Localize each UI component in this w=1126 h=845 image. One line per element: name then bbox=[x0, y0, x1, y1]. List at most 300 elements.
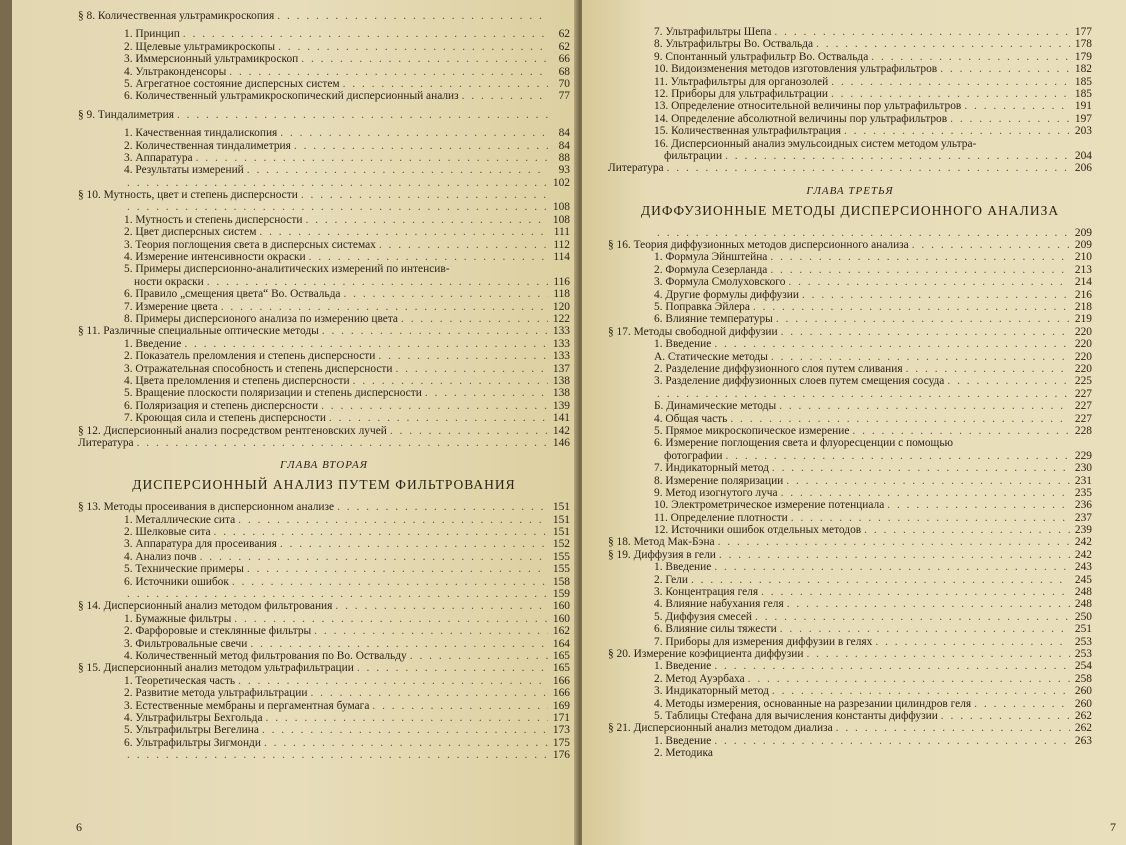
toc-page-number: 118 bbox=[553, 288, 570, 301]
toc-entry-title: 3. Отражательная способность и степень дисперсности bbox=[124, 362, 393, 375]
leader-dots bbox=[226, 66, 548, 78]
leader-dots bbox=[244, 563, 548, 575]
toc-page-number: 164 bbox=[552, 637, 570, 650]
toc-entry-title: § 9. Тиндалиметрия bbox=[78, 108, 174, 121]
toc-page-number: 191 bbox=[1074, 100, 1092, 113]
leader-dots bbox=[688, 574, 1070, 586]
toc-section bbox=[608, 536, 1092, 548]
toc-page-number: 235 bbox=[1074, 486, 1092, 499]
leader-dots bbox=[274, 10, 548, 22]
leader-dots bbox=[745, 673, 1070, 685]
leader-dots bbox=[776, 400, 1070, 412]
toc-entry bbox=[608, 710, 1092, 722]
toc-entry-title: 4. Влияние набухания геля bbox=[654, 598, 784, 611]
toc-entry-title: 1. Введение bbox=[654, 734, 712, 747]
toc-page-number: 237 bbox=[1074, 511, 1092, 524]
toc-page-number: 248 bbox=[1074, 598, 1092, 611]
toc-entry-title: Литература bbox=[608, 162, 664, 175]
toc-entry-title: 15. Количественная ультрафильтрация bbox=[654, 125, 841, 138]
leader-dots bbox=[947, 113, 1070, 125]
toc-entry bbox=[78, 90, 570, 102]
leader-dots bbox=[750, 301, 1070, 313]
toc-entry bbox=[78, 140, 570, 152]
toc-section bbox=[608, 239, 1092, 251]
leader-dots bbox=[773, 313, 1070, 325]
chapter-label: ГЛАВА ТРЕТЬЯ bbox=[806, 184, 894, 197]
chapter-title: ДИСПЕРСИОННЫЙ АНАЛИЗ ПУТЕМ ФИЛЬТРОВАНИЯ bbox=[132, 477, 516, 493]
toc-page-number: 178 bbox=[1074, 38, 1092, 51]
leader-dots bbox=[903, 363, 1070, 375]
toc-page-number: 155 bbox=[552, 563, 570, 576]
toc-entry bbox=[78, 724, 570, 736]
leader-dots bbox=[711, 660, 1070, 672]
toc-entry-title: 1. Металлические сита bbox=[124, 513, 236, 526]
toc-entry bbox=[78, 239, 570, 251]
toc-page-number: 248 bbox=[1074, 586, 1092, 599]
toc-entry bbox=[78, 412, 570, 424]
toc-entry-title: 10. Электрометрическое измерение потенциала bbox=[654, 499, 885, 512]
toc-entry-title: 2. Количественная тиндалиметрия bbox=[124, 139, 291, 152]
toc-entry-title: 12. Приборы для ультрафильтрации bbox=[654, 87, 828, 100]
toc-page-number: 245 bbox=[1074, 573, 1092, 586]
leader-dots bbox=[244, 164, 548, 176]
leader-dots bbox=[307, 687, 548, 699]
toc-page-number: 62 bbox=[558, 28, 570, 41]
leader-dots bbox=[828, 88, 1070, 100]
toc-entry-title: 3. Фильтровальные свечи bbox=[124, 637, 248, 650]
leader-dots bbox=[298, 53, 548, 65]
toc-entry bbox=[78, 276, 570, 288]
toc-entry bbox=[608, 363, 1092, 375]
toc-entry bbox=[608, 660, 1092, 672]
leader-dots bbox=[784, 598, 1070, 610]
chapter-label: ГЛАВА ВТОРАЯ bbox=[280, 459, 368, 472]
toc-entry-title: 1. Введение bbox=[654, 660, 712, 673]
toc-entry-title: Литература bbox=[78, 436, 134, 449]
toc-block bbox=[78, 10, 570, 449]
toc-page-number: 260 bbox=[1074, 697, 1092, 710]
toc-entry bbox=[78, 563, 570, 575]
toc-entry bbox=[608, 301, 1092, 313]
toc-entry-title: 9. Метод изогнутого луча bbox=[654, 486, 778, 499]
toc-section bbox=[78, 109, 570, 121]
toc-entry-title: 5. Поправка Эйлера bbox=[654, 301, 750, 314]
toc-section bbox=[608, 162, 1092, 174]
toc-entry bbox=[608, 611, 1092, 623]
leader-dots bbox=[944, 375, 1070, 387]
leader-dots bbox=[174, 109, 548, 121]
toc-entry-title: 3. Концентрация геля bbox=[654, 586, 759, 599]
toc-page-number: 160 bbox=[552, 612, 570, 625]
leader-dots bbox=[861, 524, 1070, 536]
toc-entry-title: 8. Примеры дисперсионого анализа по измерению цвета bbox=[124, 312, 398, 325]
toc-page-number: 84 bbox=[558, 139, 570, 152]
toc-page-number: 209 bbox=[1074, 226, 1092, 239]
leader-dots bbox=[938, 710, 1070, 722]
leader-dots bbox=[407, 650, 548, 662]
leader-dots bbox=[261, 737, 548, 749]
leader-dots bbox=[961, 100, 1070, 112]
toc-page-number: 166 bbox=[552, 687, 570, 700]
leader-dots bbox=[868, 51, 1070, 63]
toc-entry bbox=[78, 152, 570, 164]
toc-entry-title: 4. Результаты измерений bbox=[124, 164, 244, 177]
leader-dots bbox=[884, 499, 1070, 511]
leader-dots bbox=[247, 638, 548, 650]
toc-page-number: 185 bbox=[1074, 75, 1092, 88]
toc-entry bbox=[608, 574, 1092, 586]
toc-entry-title: 2. Разделение диффузионного слоя путем сливания bbox=[654, 362, 903, 375]
toc-entry bbox=[608, 623, 1092, 635]
toc-entry-title: 4. Измерение интенсивности окраски bbox=[124, 251, 306, 264]
toc-entry-title: 2. Развитие метода ультрафильтрации bbox=[124, 687, 308, 700]
toc-page-number: 139 bbox=[552, 399, 570, 412]
toc-block bbox=[78, 501, 570, 761]
toc-entry-title: 1. Введение bbox=[124, 337, 182, 350]
toc-entry bbox=[608, 450, 1092, 462]
leader-dots bbox=[771, 26, 1070, 38]
toc-entry-title: 5. Вращение плоскости поляризации и степень дисперсности bbox=[124, 387, 422, 400]
toc-entry bbox=[78, 387, 570, 399]
toc-page-number: 151 bbox=[552, 526, 570, 539]
toc-section bbox=[78, 189, 570, 201]
leader-dots bbox=[937, 63, 1070, 75]
toc-entry-title: § 11. Различные специальные оптические методы bbox=[78, 325, 319, 338]
leader-dots bbox=[277, 538, 548, 550]
toc-page-number: 133 bbox=[552, 325, 570, 338]
toc-section bbox=[608, 326, 1092, 338]
toc-page-number: 111 bbox=[553, 226, 570, 239]
leader-dots bbox=[181, 338, 548, 350]
leader-dots bbox=[259, 724, 548, 736]
toc-entry bbox=[78, 700, 570, 712]
toc-page-number: 108 bbox=[552, 213, 570, 226]
toc-page-number: 228 bbox=[1074, 424, 1092, 437]
toc-entry bbox=[608, 400, 1092, 412]
toc-entry bbox=[78, 625, 570, 637]
toc-entry-title: 6. Количественный ультрамикроскопический дисперсионный анализ bbox=[124, 90, 459, 103]
leader-dots bbox=[256, 226, 548, 238]
toc-section bbox=[78, 425, 570, 437]
book-edge bbox=[0, 0, 12, 845]
toc-entry-title: 7. Приборы для измерения диффузии в гелях bbox=[654, 635, 873, 648]
leader-dots bbox=[459, 90, 548, 102]
leader-dots bbox=[768, 351, 1070, 363]
toc-entry-title: 3. Индикаторный метод bbox=[654, 685, 769, 698]
toc-page-number: 185 bbox=[1074, 87, 1092, 100]
toc-section bbox=[78, 325, 570, 337]
leader-dots bbox=[799, 289, 1070, 301]
toc-page-number: 258 bbox=[1074, 672, 1092, 685]
leader-dots bbox=[197, 551, 548, 563]
leader-dots bbox=[306, 251, 548, 263]
toc-entry-title: § 18. Метод Мак-Бэна bbox=[608, 536, 715, 549]
toc-entry-title: 2. Гели bbox=[654, 573, 688, 586]
toc-page-number: 122 bbox=[552, 312, 570, 325]
toc-page-number: 219 bbox=[1074, 313, 1092, 326]
leader-dots bbox=[769, 462, 1070, 474]
toc-entry-title: 2. Щелевые ультрамикроскопы bbox=[124, 40, 276, 53]
toc-page-number: 114 bbox=[553, 251, 570, 264]
toc-page-number: 227 bbox=[1074, 412, 1092, 425]
toc-entry bbox=[78, 28, 570, 40]
leader-dots bbox=[369, 700, 548, 712]
leader-dots bbox=[318, 400, 548, 412]
toc-section bbox=[78, 662, 570, 674]
toc-section bbox=[78, 437, 570, 449]
toc-entry-title: 8. Ультрафильтры Во. Оствальда bbox=[654, 38, 814, 51]
toc-page-number: 203 bbox=[1074, 125, 1092, 138]
toc-entry bbox=[608, 388, 1092, 400]
toc-entry-title: 3. Аппаратура bbox=[124, 151, 193, 164]
toc-page-number: 243 bbox=[1074, 561, 1092, 574]
toc-entry bbox=[608, 475, 1092, 487]
toc-entry bbox=[78, 749, 570, 761]
toc-page-number: 166 bbox=[552, 674, 570, 687]
leader-dots bbox=[392, 363, 548, 375]
chapter-title: ДИФФУЗИОННЫЕ МЕТОДЫ ДИСПЕРСИОННОГО АНАЛИЗА bbox=[640, 202, 1060, 218]
toc-entry-title: 5. Диффузия смесей bbox=[654, 610, 752, 623]
toc-page-number: 77 bbox=[558, 90, 570, 103]
leader-dots bbox=[664, 162, 1070, 174]
toc-page-number: 62 bbox=[558, 40, 570, 53]
toc-entry-title: 1. Теоретическая часть bbox=[124, 674, 236, 687]
toc-entry bbox=[608, 88, 1092, 100]
toc-section bbox=[608, 549, 1092, 561]
toc-entry-title: 6. Ультрафильтры Зигмонди bbox=[124, 736, 261, 749]
toc-entry-title: 4. Методы измерения, основанные на разрезании цилиндров геля bbox=[654, 697, 972, 710]
toc-entry bbox=[608, 462, 1092, 474]
toc-page-number: 250 bbox=[1074, 610, 1092, 623]
toc-page-number: 133 bbox=[552, 337, 570, 350]
toc-entry-title: 13. Определение относительной величины пор ультрафильтров bbox=[654, 100, 962, 113]
toc-entry bbox=[608, 125, 1092, 137]
toc-entry bbox=[608, 289, 1092, 301]
leader-dots bbox=[340, 288, 548, 300]
leader-dots bbox=[752, 611, 1070, 623]
toc-entry-title: 9. Спонтанный ультрафильтр Во. Оствальда bbox=[654, 50, 869, 63]
leader-dots bbox=[722, 150, 1070, 162]
toc-page-number: 88 bbox=[558, 151, 570, 164]
toc-entry bbox=[608, 251, 1092, 263]
leader-dots bbox=[778, 487, 1070, 499]
toc-page-number: 227 bbox=[1074, 400, 1092, 413]
toc-entry-title: 5. Технические примеры bbox=[124, 563, 244, 576]
leader-dots bbox=[758, 586, 1070, 598]
toc-page-number: 242 bbox=[1074, 548, 1092, 561]
toc-entry bbox=[78, 288, 570, 300]
toc-entry-title: Б. Динамические методы bbox=[654, 400, 777, 413]
leader-dots bbox=[788, 512, 1070, 524]
toc-entry-title: 16. Дисперсионный анализ эмульсоидных систем методом ультра- bbox=[654, 137, 977, 150]
toc-page-number: 236 bbox=[1074, 499, 1092, 512]
toc-entry bbox=[78, 164, 570, 176]
toc-page-number: 204 bbox=[1074, 149, 1092, 162]
toc-entry-title: § 21. Дисперсионный анализ методом диализа bbox=[608, 722, 833, 735]
toc-entry bbox=[78, 53, 570, 65]
leader-dots bbox=[319, 325, 548, 337]
toc-page-number: 116 bbox=[553, 275, 570, 288]
toc-entry-title: 3. Разделение диффузионных слоев путем смещения сосуда bbox=[654, 375, 945, 388]
leader-dots bbox=[711, 338, 1070, 350]
toc-entry-title: 4. Ультраконденсоры bbox=[124, 65, 227, 78]
leader-dots bbox=[828, 76, 1070, 88]
toc-page-number: 197 bbox=[1074, 112, 1092, 125]
toc-entry bbox=[608, 735, 1092, 747]
toc-entry-title: § 15. Дисперсионный анализ методом ультрафильтрации bbox=[78, 662, 354, 675]
toc-entry bbox=[608, 598, 1092, 610]
toc-entry bbox=[78, 526, 570, 538]
toc-entry-title: 10. Видоизменения методов изготовления ультрафильтров bbox=[654, 63, 938, 76]
toc-page-number: 173 bbox=[552, 724, 570, 737]
leader-dots bbox=[849, 425, 1070, 437]
toc-entry bbox=[78, 538, 570, 550]
toc-entry bbox=[78, 363, 570, 375]
toc-entry-title: 2. Цвет дисперсных систем bbox=[124, 226, 257, 239]
toc-entry-title: § 19. Диффузия в гели bbox=[608, 548, 716, 561]
leader-dots bbox=[332, 600, 548, 612]
toc-entry-title: 2. Фарфоровые и стеклянные фильтры bbox=[124, 625, 312, 638]
toc-entry bbox=[608, 100, 1092, 112]
toc-entry-title: 12. Источники ошибок отдельных методов bbox=[654, 524, 862, 537]
toc-entry-title: 7. Кроющая сила и степень дисперсности bbox=[124, 412, 326, 425]
toc-entry bbox=[78, 338, 570, 350]
toc-entry bbox=[78, 375, 570, 387]
toc-page-number: 151 bbox=[552, 501, 570, 514]
toc-entry-title: 6. Влияние силы тяжести bbox=[654, 623, 777, 636]
leader-dots bbox=[971, 698, 1070, 710]
toc-entry bbox=[608, 38, 1092, 50]
toc-page-number: 93 bbox=[558, 164, 570, 177]
leader-dots bbox=[813, 38, 1070, 50]
toc-entry bbox=[78, 712, 570, 724]
left-page bbox=[12, 0, 578, 845]
toc-entry-title: 1. Введение bbox=[654, 338, 712, 351]
toc-entry bbox=[78, 576, 570, 588]
leader-dots bbox=[803, 648, 1070, 660]
toc-entry bbox=[78, 551, 570, 563]
toc-entry bbox=[78, 177, 570, 189]
toc-entry-title: 6. Влияние температуры bbox=[654, 313, 773, 326]
leader-dots bbox=[654, 388, 1070, 400]
leader-dots bbox=[124, 177, 548, 189]
toc-entry bbox=[78, 127, 570, 139]
toc-entry-title: § 20. Измерение коэфициента диффузии bbox=[608, 647, 804, 660]
toc-page-number: 220 bbox=[1074, 325, 1092, 338]
toc-entry bbox=[78, 313, 570, 325]
toc-page-number: 142 bbox=[552, 424, 570, 437]
toc-page-number: 151 bbox=[552, 513, 570, 526]
leader-dots bbox=[340, 78, 548, 90]
toc-entry-title: § 14. Дисперсионный анализ методом фильтрования bbox=[78, 600, 333, 613]
toc-page-number: 213 bbox=[1074, 263, 1092, 276]
toc-entry-title: 2. Формула Сезерланда bbox=[654, 263, 768, 276]
toc-page-number: 220 bbox=[1074, 338, 1092, 351]
toc-entry-title: 4. Общая часть bbox=[654, 412, 728, 425]
leader-dots bbox=[211, 526, 548, 538]
toc-page-number: 216 bbox=[1074, 288, 1092, 301]
toc-page-number: 214 bbox=[1074, 276, 1092, 289]
leader-dots bbox=[235, 514, 548, 526]
toc-entry bbox=[78, 263, 570, 275]
toc-page-number: 137 bbox=[552, 362, 570, 375]
toc-entry-title: 7. Индикаторный метод bbox=[654, 462, 769, 475]
toc-page-number: 108 bbox=[552, 201, 570, 214]
toc-page-number: 155 bbox=[552, 550, 570, 563]
leader-dots bbox=[124, 201, 548, 213]
toc-entry-title: 5. Прямое микроскопическое измерение bbox=[654, 424, 850, 437]
page-number: 6 bbox=[76, 820, 82, 834]
toc-section bbox=[608, 648, 1092, 660]
leader-dots bbox=[354, 662, 548, 674]
leader-dots bbox=[277, 127, 548, 139]
toc-page-number: 251 bbox=[1074, 623, 1092, 636]
toc-entry bbox=[608, 276, 1092, 288]
toc-entry-title: 4. Другие формулы диффузии bbox=[654, 288, 799, 301]
toc-entry-title: 6. Правило „смещения цвета“ Во. Оствальда bbox=[124, 288, 341, 301]
leader-dots bbox=[711, 735, 1070, 747]
toc-entry-title: 3. Теория поглощения света в дисперсных системах bbox=[124, 238, 376, 251]
toc-entry bbox=[608, 499, 1092, 511]
toc-page-number: 254 bbox=[1074, 660, 1092, 673]
leader-dots bbox=[872, 636, 1070, 648]
toc-entry bbox=[608, 351, 1092, 363]
leader-dots bbox=[376, 239, 548, 251]
toc-entry-title: 2. Показатель преломления и степень дисперсности bbox=[124, 350, 376, 363]
toc-entry bbox=[608, 487, 1092, 499]
toc-entry bbox=[78, 514, 570, 526]
toc-page-number: 220 bbox=[1074, 350, 1092, 363]
toc-block bbox=[608, 227, 1092, 760]
leader-dots bbox=[767, 264, 1070, 276]
toc-entry bbox=[608, 375, 1092, 387]
leader-dots bbox=[422, 387, 548, 399]
leader-dots bbox=[777, 623, 1070, 635]
leader-dots bbox=[387, 425, 548, 437]
toc-entry bbox=[78, 400, 570, 412]
toc-page-number: 209 bbox=[1074, 239, 1092, 252]
toc-page-number: 260 bbox=[1074, 685, 1092, 698]
toc-page-number: 120 bbox=[552, 300, 570, 313]
toc-entry-title: 8. Измерение поляризации bbox=[654, 474, 784, 487]
toc-page-number: 112 bbox=[553, 238, 570, 251]
toc-entry-title: 2. Метод Ауэрбаха bbox=[654, 672, 745, 685]
toc-entry bbox=[78, 613, 570, 625]
toc-page-number: 68 bbox=[558, 65, 570, 78]
leader-dots bbox=[124, 588, 548, 600]
leader-dots bbox=[218, 301, 548, 313]
toc-entry-title: § 17. Методы свободной диффузии bbox=[608, 325, 778, 338]
leader-dots bbox=[124, 749, 548, 761]
toc-page-number: 227 bbox=[1074, 387, 1092, 400]
toc-page-number: 263 bbox=[1074, 734, 1092, 747]
toc-entry bbox=[78, 737, 570, 749]
leader-dots bbox=[180, 28, 548, 40]
toc-entry bbox=[608, 561, 1092, 573]
toc-entry-title: 4. Цвета преломления и степень дисперсности bbox=[124, 374, 350, 387]
toc-page-number: 229 bbox=[1074, 449, 1092, 462]
leader-dots bbox=[229, 576, 548, 588]
toc-entry-title: 11. Определение плотности bbox=[654, 511, 788, 524]
toc-entry-title: ности окраски bbox=[134, 275, 204, 288]
toc-entry-title: 2. Методика bbox=[654, 747, 713, 760]
leader-dots bbox=[235, 675, 548, 687]
toc-entry bbox=[608, 437, 1092, 449]
leader-dots bbox=[783, 475, 1070, 487]
toc-entry-title: 2. Шелковые сита bbox=[124, 526, 211, 539]
toc-page-number: 177 bbox=[1074, 26, 1092, 38]
toc-entry bbox=[608, 76, 1092, 88]
